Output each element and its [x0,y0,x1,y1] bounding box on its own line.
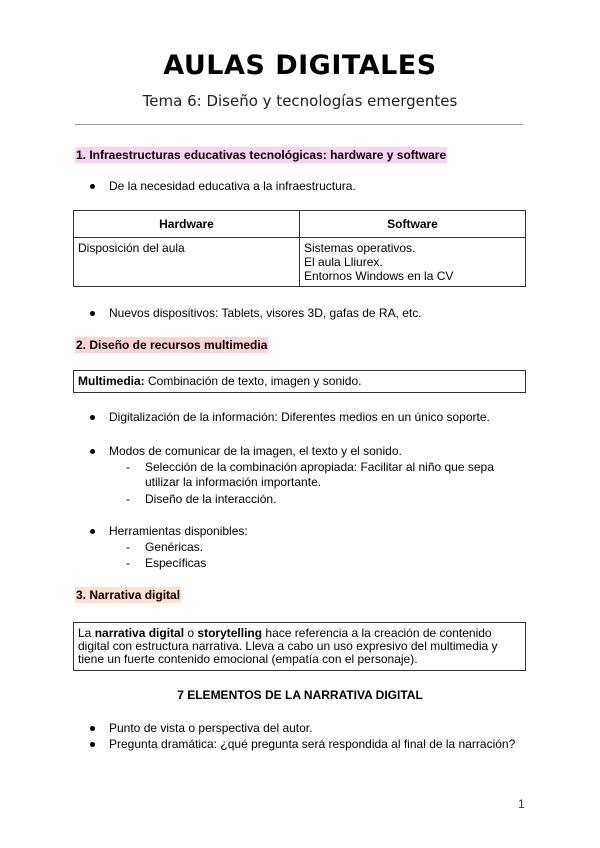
table-header-hardware: Hardware [74,211,300,238]
table-row [74,238,526,287]
bullet-icon [90,184,95,189]
table-header-software: Software [300,211,526,238]
dash-icon: - [126,540,130,554]
title-divider [75,124,523,125]
section-2-heading: 2. Diseño de recursos multimedia [76,338,268,352]
bullet-icon [90,529,95,534]
bullet-icon [90,742,95,747]
section-1-heading: 1. Infraestructuras educativas tecnológicas: hardware y software [76,148,447,162]
document-title: AULAS DIGITALES [163,50,437,81]
table-cell-hardware: Disposición del aula [74,238,300,287]
definition-term: Multimedia: [78,374,145,388]
bullet-icon [90,726,95,731]
multimedia-definition-box [73,370,526,393]
document-subtitle: Tema 6: Diseño y tecnologías emergentes [142,92,458,110]
term-narrativa-digital: narrativa digital [94,626,185,640]
bullet-icon [90,311,95,316]
definition-text: Combinación de texto, imagen y sonido. [144,374,362,388]
bullet-icon [90,449,95,454]
narrativa-definition-box: La narrativa digital o storytelling hace referencia a la creación de contenido digital con estructura narrativa. Lleva a cabo un uso expresivo del multimedia y tiene un fuerte contenido emocional (empatía con el personaje). [73,622,526,671]
dash-icon: - [126,492,130,506]
term-storytelling: storytelling [197,626,263,640]
dash-icon: - [126,556,130,570]
page-number: 1 [518,797,525,811]
bullet-icon [90,415,95,420]
elements-subheading: 7 ELEMENTOS DE LA NARRATIVA DIGITAL [177,688,423,702]
hardware-software-table [73,210,526,287]
table-cell-software: Sistemas operativos. El aula Lliurex. Entornos Windows en la CV [300,238,526,287]
section-3-heading: 3. Narrativa digital [76,588,181,602]
dash-icon: - [126,460,130,474]
